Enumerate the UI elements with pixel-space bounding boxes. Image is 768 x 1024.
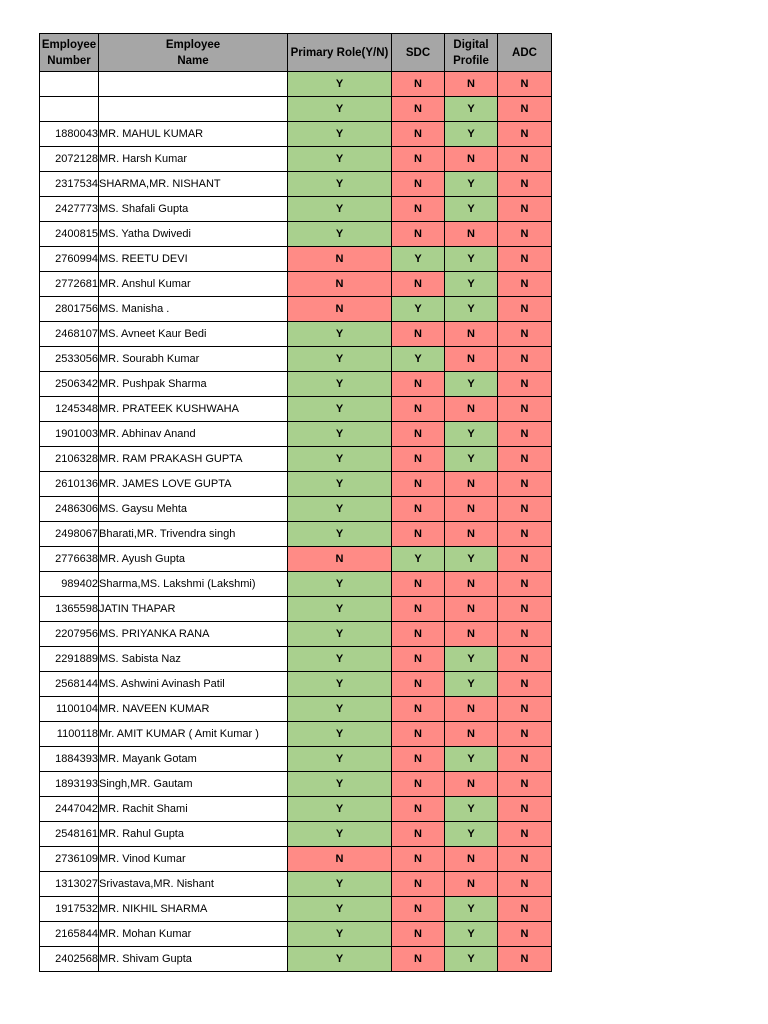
digital-profile-cell[interactable]: Y (445, 272, 498, 297)
header-sdc-label: SDC (405, 46, 431, 59)
table-row (40, 597, 552, 622)
adc-cell[interactable]: N (498, 697, 552, 722)
employee-number-cell[interactable]: 2736109 (40, 847, 99, 872)
primary-role-cell[interactable]: Y (288, 922, 392, 947)
table-row (40, 147, 552, 172)
adc-cell[interactable]: N (498, 322, 552, 347)
table-row (40, 372, 552, 397)
header-digital-profile[interactable] (445, 34, 498, 72)
table-row (40, 172, 552, 197)
employee-name-cell[interactable]: MR. Mohan Kumar (99, 922, 288, 947)
adc-cell[interactable]: N (498, 372, 552, 397)
table-row (40, 947, 552, 972)
adc-cell[interactable]: N (498, 572, 552, 597)
primary-role-cell[interactable]: Y (288, 372, 392, 397)
adc-cell[interactable]: N (498, 847, 552, 872)
adc-cell[interactable]: N (498, 522, 552, 547)
adc-cell[interactable]: N (498, 147, 552, 172)
table-row (40, 297, 552, 322)
digital-profile-cell[interactable]: N (445, 622, 498, 647)
employee-name-cell[interactable]: Srivastava,MR. Nishant (99, 872, 288, 897)
employee-name-cell[interactable]: MS. Gaysu Mehta (99, 497, 288, 522)
digital-profile-cell[interactable]: Y (445, 822, 498, 847)
employee-number-cell[interactable]: 2291889 (40, 647, 99, 672)
employee-number-cell[interactable]: 2776638 (40, 547, 99, 572)
table-row (40, 472, 552, 497)
employee-name-cell[interactable]: MR. Rachit Shami (99, 797, 288, 822)
employee-number-cell[interactable]: 1884393 (40, 747, 99, 772)
table-row (40, 122, 552, 147)
table-row (40, 522, 552, 547)
digital-profile-cell[interactable]: Y (445, 97, 498, 122)
sdc-cell[interactable]: N (392, 897, 445, 922)
header-adc-label: ADC (512, 46, 537, 59)
employee-number-cell[interactable] (40, 97, 99, 122)
employee-number-cell[interactable]: 2165844 (40, 922, 99, 947)
employee-name-cell[interactable]: MR. NIKHIL SHARMA (99, 897, 288, 922)
employee-number-cell[interactable]: 1917532 (40, 897, 99, 922)
table-row (40, 222, 552, 247)
sdc-cell[interactable]: N (392, 172, 445, 197)
digital-profile-cell[interactable]: Y (445, 247, 498, 272)
primary-role-cell[interactable]: Y (288, 622, 392, 647)
sdc-cell[interactable]: N (392, 572, 445, 597)
table-row (40, 872, 552, 897)
table-row (40, 822, 552, 847)
adc-cell[interactable]: N (498, 822, 552, 847)
adc-cell[interactable]: N (498, 447, 552, 472)
adc-cell[interactable]: N (498, 172, 552, 197)
primary-role-cell[interactable]: N (288, 247, 392, 272)
table-row (40, 647, 552, 672)
sdc-cell[interactable]: N (392, 222, 445, 247)
adc-cell[interactable]: N (498, 872, 552, 897)
adc-cell[interactable]: N (498, 497, 552, 522)
sdc-cell[interactable]: N (392, 922, 445, 947)
employee-name-cell[interactable]: MR. JAMES LOVE GUPTA (99, 472, 288, 497)
employee-name-cell[interactable] (99, 97, 288, 122)
sdc-cell[interactable]: N (392, 622, 445, 647)
employee-number-cell[interactable]: 2486306 (40, 497, 99, 522)
primary-role-cell[interactable]: Y (288, 897, 392, 922)
employee-name-cell[interactable]: MR. Anshul Kumar (99, 272, 288, 297)
digital-profile-cell[interactable]: N (445, 347, 498, 372)
employee-name-cell[interactable] (99, 72, 288, 97)
employee-table (39, 33, 552, 972)
adc-cell[interactable]: N (498, 897, 552, 922)
primary-role-cell[interactable]: Y (288, 72, 392, 97)
employee-name-cell[interactable]: JATIN THAPAR (99, 597, 288, 622)
sdc-cell[interactable]: Y (392, 547, 445, 572)
digital-profile-cell[interactable]: N (445, 847, 498, 872)
sdc-cell[interactable]: N (392, 97, 445, 122)
primary-role-cell[interactable]: Y (288, 422, 392, 447)
adc-cell[interactable]: N (498, 97, 552, 122)
primary-role-cell[interactable]: Y (288, 947, 392, 972)
sdc-cell[interactable]: N (392, 447, 445, 472)
employee-number-cell[interactable]: 2772681 (40, 272, 99, 297)
adc-cell[interactable]: N (498, 672, 552, 697)
primary-role-cell[interactable]: N (288, 272, 392, 297)
employee-number-cell[interactable]: 2400815 (40, 222, 99, 247)
digital-profile-cell[interactable]: Y (445, 897, 498, 922)
primary-role-cell[interactable]: N (288, 847, 392, 872)
header-employee-number[interactable] (40, 34, 99, 72)
sdc-cell[interactable]: N (392, 647, 445, 672)
sdc-cell[interactable]: N (392, 772, 445, 797)
digital-profile-cell[interactable]: Y (445, 422, 498, 447)
digital-profile-cell[interactable]: N (445, 147, 498, 172)
employee-number-cell[interactable]: 2427773 (40, 197, 99, 222)
primary-role-cell[interactable]: Y (288, 572, 392, 597)
table-row (40, 247, 552, 272)
primary-role-cell[interactable]: Y (288, 172, 392, 197)
digital-profile-cell[interactable]: N (445, 397, 498, 422)
employee-name-cell[interactable]: Sharma,MS. Lakshmi (Lakshmi) (99, 572, 288, 597)
primary-role-cell[interactable]: N (288, 297, 392, 322)
adc-cell[interactable]: N (498, 622, 552, 647)
employee-name-cell[interactable]: MR. RAM PRAKASH GUPTA (99, 447, 288, 472)
employee-number-cell[interactable]: 2760994 (40, 247, 99, 272)
employee-name-cell[interactable]: MR. Vinod Kumar (99, 847, 288, 872)
digital-profile-cell[interactable]: Y (445, 547, 498, 572)
employee-number-cell[interactable]: 2610136 (40, 472, 99, 497)
digital-profile-cell[interactable]: N (445, 722, 498, 747)
employee-number-cell[interactable]: 2447042 (40, 797, 99, 822)
table-row (40, 347, 552, 372)
adc-cell[interactable]: N (498, 597, 552, 622)
sdc-cell[interactable]: N (392, 122, 445, 147)
adc-cell[interactable]: N (498, 947, 552, 972)
sdc-cell[interactable]: N (392, 797, 445, 822)
digital-profile-cell[interactable]: N (445, 72, 498, 97)
employee-number-cell[interactable] (40, 72, 99, 97)
employee-name-cell[interactable]: MS. Yatha Dwivedi (99, 222, 288, 247)
primary-role-cell[interactable]: Y (288, 397, 392, 422)
employee-name-cell[interactable]: MR. Pushpak Sharma (99, 372, 288, 397)
table-row (40, 847, 552, 872)
employee-number-cell[interactable]: 2548161 (40, 822, 99, 847)
sdc-cell[interactable]: N (392, 497, 445, 522)
sdc-cell[interactable]: N (392, 947, 445, 972)
employee-name-cell[interactable]: MS. Shafali Gupta (99, 197, 288, 222)
digital-profile-cell[interactable]: N (445, 597, 498, 622)
employee-name-cell[interactable]: MR. Shivam Gupta (99, 947, 288, 972)
table-row (40, 447, 552, 472)
adc-cell[interactable]: N (498, 347, 552, 372)
sdc-cell[interactable]: N (392, 747, 445, 772)
adc-cell[interactable]: N (498, 922, 552, 947)
employee-name-cell[interactable]: MS. Avneet Kaur Bedi (99, 322, 288, 347)
adc-cell[interactable]: N (498, 722, 552, 747)
digital-profile-cell[interactable]: Y (445, 797, 498, 822)
sdc-cell[interactable]: N (392, 697, 445, 722)
sdc-cell[interactable]: N (392, 197, 445, 222)
digital-profile-cell[interactable]: Y (445, 672, 498, 697)
table-row (40, 72, 552, 97)
header-employee-number-line2: Number (47, 54, 91, 67)
table-row (40, 922, 552, 947)
digital-profile-cell[interactable]: Y (445, 947, 498, 972)
adc-cell[interactable]: N (498, 272, 552, 297)
table-row (40, 572, 552, 597)
table-row (40, 697, 552, 722)
sdc-cell[interactable]: N (392, 822, 445, 847)
header-sdc[interactable] (392, 34, 445, 72)
table-row (40, 272, 552, 297)
sdc-cell[interactable]: N (392, 597, 445, 622)
sdc-cell[interactable]: N (392, 372, 445, 397)
sdc-cell[interactable]: N (392, 522, 445, 547)
employee-name-cell[interactable]: Bharati,MR. Trivendra singh (99, 522, 288, 547)
header-employee-number-line1: Employee (41, 38, 97, 51)
adc-cell[interactable]: N (498, 197, 552, 222)
employee-name-cell[interactable]: MR. Harsh Kumar (99, 147, 288, 172)
employee-name-cell[interactable]: MR. Ayush Gupta (99, 547, 288, 572)
primary-role-cell[interactable]: N (288, 547, 392, 572)
digital-profile-cell[interactable]: N (445, 572, 498, 597)
header-employee-name[interactable] (99, 34, 288, 72)
sdc-cell[interactable]: N (392, 72, 445, 97)
primary-role-cell[interactable]: Y (288, 522, 392, 547)
digital-profile-cell[interactable]: N (445, 697, 498, 722)
table-row (40, 97, 552, 122)
employee-number-cell[interactable]: 2498067 (40, 522, 99, 547)
employee-name-cell[interactable]: MS. Manisha . (99, 297, 288, 322)
header-digital-profile-line2: Profile (453, 54, 489, 67)
adc-cell[interactable]: N (498, 647, 552, 672)
employee-number-cell[interactable]: 1880043 (40, 122, 99, 147)
employee-number-cell[interactable]: 2506342 (40, 372, 99, 397)
header-row (40, 34, 552, 72)
primary-role-cell[interactable]: Y (288, 872, 392, 897)
adc-cell[interactable]: N (498, 797, 552, 822)
primary-role-cell[interactable]: Y (288, 122, 392, 147)
employee-name-cell[interactable]: MR. PRATEEK KUSHWAHA (99, 397, 288, 422)
employee-name-cell[interactable]: Mr. AMIT KUMAR ( Amit Kumar ) (99, 722, 288, 747)
employee-name-cell[interactable]: MR. MAHUL KUMAR (99, 122, 288, 147)
employee-number-cell[interactable]: 1245348 (40, 397, 99, 422)
employee-number-cell[interactable]: 1100104 (40, 697, 99, 722)
digital-profile-cell[interactable]: Y (445, 647, 498, 672)
employee-name-cell[interactable]: MR. Rahul Gupta (99, 822, 288, 847)
primary-role-cell[interactable]: Y (288, 797, 392, 822)
employee-number-cell[interactable]: 1901003 (40, 422, 99, 447)
primary-role-cell[interactable]: Y (288, 347, 392, 372)
employee-number-cell[interactable]: 2317534 (40, 172, 99, 197)
employee-number-cell[interactable]: 1100118 (40, 722, 99, 747)
primary-role-cell[interactable]: Y (288, 197, 392, 222)
digital-profile-cell[interactable]: N (445, 472, 498, 497)
sdc-cell[interactable]: N (392, 847, 445, 872)
digital-profile-cell[interactable]: N (445, 222, 498, 247)
employee-name-cell[interactable]: MR. Sourabh Kumar (99, 347, 288, 372)
digital-profile-cell[interactable]: N (445, 322, 498, 347)
sdc-cell[interactable]: N (392, 672, 445, 697)
table-row (40, 547, 552, 572)
table-row (40, 497, 552, 522)
employee-number-cell[interactable]: 2533056 (40, 347, 99, 372)
primary-role-cell[interactable]: Y (288, 722, 392, 747)
sdc-cell[interactable]: Y (392, 347, 445, 372)
employee-number-cell[interactable]: 2207956 (40, 622, 99, 647)
sdc-cell[interactable]: Y (392, 247, 445, 272)
employee-name-cell[interactable]: MS. PRIYANKA RANA (99, 622, 288, 647)
header-adc[interactable] (498, 34, 552, 72)
adc-cell[interactable]: N (498, 772, 552, 797)
primary-role-cell[interactable]: Y (288, 822, 392, 847)
digital-profile-cell[interactable]: Y (445, 122, 498, 147)
employee-name-cell[interactable]: MS. Ashwini Avinash Patil (99, 672, 288, 697)
digital-profile-cell[interactable]: Y (445, 447, 498, 472)
table-row (40, 722, 552, 747)
digital-profile-cell[interactable]: Y (445, 297, 498, 322)
table-row (40, 747, 552, 772)
primary-role-cell[interactable]: Y (288, 222, 392, 247)
table-row (40, 797, 552, 822)
primary-role-cell[interactable]: Y (288, 672, 392, 697)
header-primary-role-label: Primary Role(Y/N) (290, 46, 389, 59)
table-row (40, 397, 552, 422)
primary-role-cell[interactable]: Y (288, 597, 392, 622)
sdc-cell[interactable]: N (392, 147, 445, 172)
employee-name-cell[interactable]: MR. NAVEEN KUMAR (99, 697, 288, 722)
primary-role-cell[interactable]: Y (288, 472, 392, 497)
table-row (40, 772, 552, 797)
sdc-cell[interactable]: N (392, 872, 445, 897)
adc-cell[interactable]: N (498, 422, 552, 447)
employee-name-cell[interactable]: SHARMA,MR. NISHANT (99, 172, 288, 197)
primary-role-cell[interactable]: Y (288, 772, 392, 797)
employee-name-cell[interactable]: Singh,MR. Gautam (99, 772, 288, 797)
primary-role-cell[interactable]: Y (288, 497, 392, 522)
adc-cell[interactable]: N (498, 222, 552, 247)
employee-number-cell[interactable]: 1365598 (40, 597, 99, 622)
primary-role-cell[interactable]: Y (288, 322, 392, 347)
digital-profile-cell[interactable]: N (445, 522, 498, 547)
employee-number-cell[interactable]: 1313027 (40, 872, 99, 897)
sdc-cell[interactable]: Y (392, 297, 445, 322)
sdc-cell[interactable]: N (392, 422, 445, 447)
employee-number-cell[interactable]: 1893193 (40, 772, 99, 797)
primary-role-cell[interactable]: Y (288, 97, 392, 122)
digital-profile-cell[interactable]: N (445, 497, 498, 522)
sdc-cell[interactable]: N (392, 722, 445, 747)
adc-cell[interactable]: N (498, 472, 552, 497)
digital-profile-cell[interactable]: Y (445, 197, 498, 222)
table-row (40, 897, 552, 922)
adc-cell[interactable]: N (498, 397, 552, 422)
employee-number-cell[interactable]: 2468107 (40, 322, 99, 347)
primary-role-cell[interactable]: Y (288, 447, 392, 472)
table-row (40, 622, 552, 647)
header-employee-name-line1: Employee (165, 38, 221, 51)
employee-number-cell[interactable]: 2072128 (40, 147, 99, 172)
table-row (40, 197, 552, 222)
adc-cell[interactable]: N (498, 72, 552, 97)
employee-number-cell[interactable]: 2568144 (40, 672, 99, 697)
table-body (40, 72, 552, 972)
employee-number-cell[interactable]: 2402568 (40, 947, 99, 972)
sdc-cell[interactable]: N (392, 272, 445, 297)
adc-cell[interactable]: N (498, 122, 552, 147)
adc-cell[interactable]: N (498, 747, 552, 772)
employee-name-cell[interactable]: MS. Sabista Naz (99, 647, 288, 672)
header-primary-role[interactable] (288, 34, 392, 72)
sdc-cell[interactable]: N (392, 472, 445, 497)
employee-name-cell[interactable]: MR. Abhinav Anand (99, 422, 288, 447)
primary-role-cell[interactable]: Y (288, 647, 392, 672)
employee-number-cell[interactable]: 2106328 (40, 447, 99, 472)
digital-profile-cell[interactable]: Y (445, 922, 498, 947)
table-row (40, 322, 552, 347)
table-row (40, 672, 552, 697)
header-employee-name-line2: Name (177, 54, 209, 67)
digital-profile-cell[interactable]: N (445, 772, 498, 797)
table-row (40, 422, 552, 447)
primary-role-cell[interactable]: Y (288, 147, 392, 172)
adc-cell[interactable]: N (498, 297, 552, 322)
primary-role-cell[interactable]: Y (288, 747, 392, 772)
digital-profile-cell[interactable]: Y (445, 747, 498, 772)
digital-profile-cell[interactable]: N (445, 872, 498, 897)
employee-name-cell[interactable]: MS. REETU DEVI (99, 247, 288, 272)
adc-cell[interactable]: N (498, 547, 552, 572)
header-digital-profile-line1: Digital (453, 38, 489, 51)
adc-cell[interactable]: N (498, 247, 552, 272)
sdc-cell[interactable]: N (392, 397, 445, 422)
primary-role-cell[interactable]: Y (288, 697, 392, 722)
digital-profile-cell[interactable]: Y (445, 372, 498, 397)
employee-name-cell[interactable]: MR. Mayank Gotam (99, 747, 288, 772)
employee-number-cell[interactable]: 989402 (40, 572, 99, 597)
sdc-cell[interactable]: N (392, 322, 445, 347)
employee-number-cell[interactable]: 2801756 (40, 297, 99, 322)
digital-profile-cell[interactable]: Y (445, 172, 498, 197)
